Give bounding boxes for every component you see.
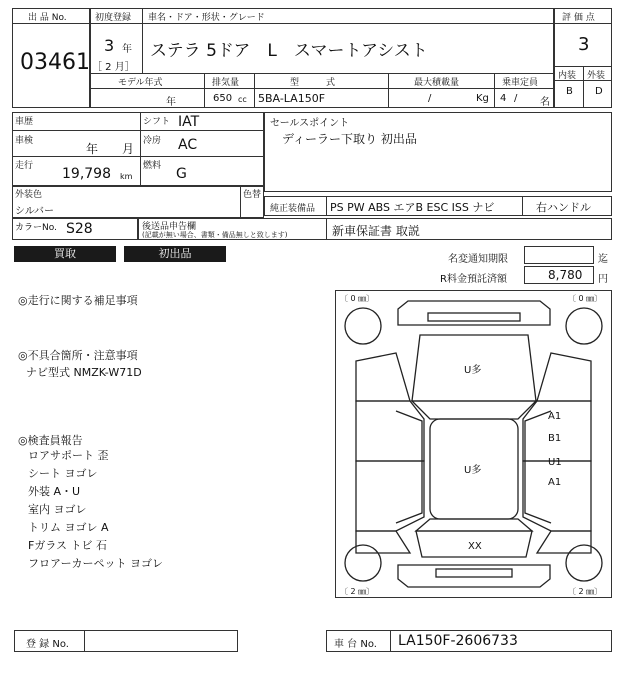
- hood-damage-mark: U多: [464, 365, 482, 376]
- inspection-month: 月: [122, 142, 135, 156]
- windshield: [412, 401, 536, 419]
- model-year-label: モデル年式: [118, 78, 163, 88]
- front-left-fender: [356, 353, 410, 401]
- registration-number-label: 登 録 No.: [26, 639, 69, 650]
- rear-window: [416, 519, 532, 531]
- capacity-unit: 名: [540, 97, 550, 108]
- inspection-label: 車検: [15, 136, 34, 146]
- front-right-door: [523, 401, 591, 461]
- shift-value: IAT: [178, 114, 200, 130]
- inspector-line: Fガラス トビ 石: [28, 539, 107, 552]
- exterior-label: 外装: [587, 71, 606, 81]
- tread-rear-left: 〔 2 ㎜〕: [340, 587, 375, 596]
- first-listing-tag: 初出品: [124, 246, 226, 262]
- name-change-label: 名変通知期限: [448, 254, 508, 265]
- aftermarket-label: 後送品申告欄: [142, 222, 197, 232]
- buy-tag: 買取: [14, 246, 116, 262]
- inspector-line: フロアーカーペット ヨゴレ: [28, 557, 163, 570]
- tailgate-mark: XX: [468, 541, 482, 552]
- tread-rear-right: 〔 2 ㎜〕: [568, 587, 603, 596]
- shift-label: シフト: [143, 117, 171, 127]
- max-load-unit: Kg: [476, 93, 489, 104]
- mileage-label: 走行: [15, 161, 34, 171]
- capacity-slash: /: [514, 93, 518, 104]
- right-rear-door-mark: U1: [548, 457, 562, 468]
- exterior-grade: D: [595, 86, 603, 97]
- capacity-label: 乗車定員: [502, 78, 539, 88]
- rear-right-fender: [537, 531, 591, 553]
- front-left-wheel: [345, 308, 381, 344]
- defect-notes-title: ◎不具合箇所・注意事項: [18, 349, 138, 362]
- rear-right-door: [523, 461, 591, 531]
- car-name-label: 車名・ドア・形状・グレード: [148, 13, 265, 23]
- registration-year: 3: [104, 36, 115, 55]
- rear-right-wheel: [566, 545, 602, 581]
- left-side-windows: [396, 411, 422, 523]
- roof-damage-mark: U多: [464, 465, 482, 476]
- interior-label: 内装: [558, 71, 577, 81]
- defect-line: ナビ型式 NMZK-W71D: [26, 366, 142, 379]
- exterior-color-label: 外装色: [15, 190, 43, 200]
- right-front-door-mark: B1: [548, 433, 562, 444]
- model-code-label: 型 式: [290, 78, 336, 88]
- name-change-value-box: [524, 246, 594, 264]
- driving-notes-title: ◎走行に関する補足事項: [18, 294, 138, 307]
- first-registration-label: 初度登録: [95, 13, 132, 23]
- tread-front-right: 〔 0 ㎜〕: [568, 294, 603, 303]
- front-right-wheel: [566, 308, 602, 344]
- inspector-line: トリム ヨゴレ A: [28, 521, 109, 534]
- car-diagram: [335, 290, 612, 598]
- model-year-value: 年: [166, 97, 176, 108]
- inspector-line: 室内 ヨゴレ: [28, 503, 87, 516]
- aftermarket-value: 新車保証書 取説: [332, 224, 420, 238]
- right-rear-door-mark: A1: [548, 477, 562, 488]
- specs-left-box: [12, 112, 264, 186]
- car-name: ステラ 5ドア L スマートアシスト: [150, 41, 428, 61]
- right-front-door-mark: A1: [548, 411, 562, 422]
- chassis-number-label: 車 台 No.: [334, 639, 377, 650]
- displacement-unit: cc: [238, 95, 247, 104]
- score-value: 3: [578, 34, 590, 55]
- rear-left-wheel: [345, 545, 381, 581]
- mileage-value: 19,798: [62, 166, 111, 182]
- equipment-label: 純正装備品: [270, 204, 316, 214]
- displacement-label: 排気量: [212, 78, 240, 88]
- color-code-label: カラーNo.: [15, 223, 57, 233]
- recycle-unit: 円: [598, 274, 608, 285]
- exterior-color-value: シルバー: [15, 206, 55, 217]
- rear-bumper: [398, 565, 550, 587]
- interior-grade: B: [566, 86, 573, 97]
- mileage-unit: km: [120, 172, 133, 181]
- inspector-line: ロアサポート 歪: [28, 449, 109, 462]
- score-label: 評 価 点: [562, 13, 595, 23]
- max-load-label: 最大積載量: [414, 78, 460, 88]
- registration-month: ［ 2 月］: [92, 62, 135, 73]
- equipment-value: PS PW ABS エアB ESC ISS ナビ: [330, 201, 495, 214]
- recycle-value: 8,780: [548, 268, 583, 282]
- max-load-slash: /: [428, 93, 432, 104]
- lot-number: 03461: [20, 50, 90, 75]
- recycle-label: R料金預託済額: [440, 274, 507, 285]
- rear-garnish: [436, 569, 512, 577]
- rear-left-fender: [356, 531, 410, 553]
- front-grille: [428, 313, 520, 321]
- inspector-line: シート ヨゴレ: [28, 467, 98, 480]
- inspector-report-title: ◎検査員報告: [18, 434, 83, 447]
- history-label: 車歴: [15, 117, 34, 127]
- sales-point-value: ディーラー下取り 初出品: [282, 132, 417, 146]
- displacement-value: 650: [213, 93, 233, 104]
- color-code-value: S28: [66, 221, 93, 237]
- year-unit: 年: [122, 44, 132, 55]
- sales-point-label: セールスポイント: [270, 118, 350, 129]
- ac-value: AC: [178, 137, 198, 153]
- fuel-label: 燃料: [143, 161, 162, 171]
- inspector-line: 外装 A・U: [28, 485, 81, 498]
- model-code-value: 5BA-LA150F: [258, 92, 326, 105]
- aftermarket-note: (記載が無い場合、書類・備品無しと致します): [142, 231, 288, 239]
- rear-left-door: [356, 461, 424, 531]
- ac-label: 冷房: [143, 136, 162, 146]
- capacity-value: 4: [500, 93, 507, 104]
- steering-value: 右ハンドル: [536, 201, 591, 214]
- name-change-unit: 迄: [598, 254, 608, 265]
- front-left-door: [356, 401, 424, 461]
- front-right-fender: [537, 353, 591, 401]
- inspection-year: 年: [86, 142, 99, 156]
- chassis-number-value: LA150F-2606733: [398, 633, 518, 649]
- color-change-label: 色替: [243, 190, 262, 200]
- tread-front-left: 〔 0 ㎜〕: [340, 294, 375, 303]
- lot-number-label: 出 品 No.: [28, 13, 67, 23]
- fuel-value: G: [176, 166, 187, 182]
